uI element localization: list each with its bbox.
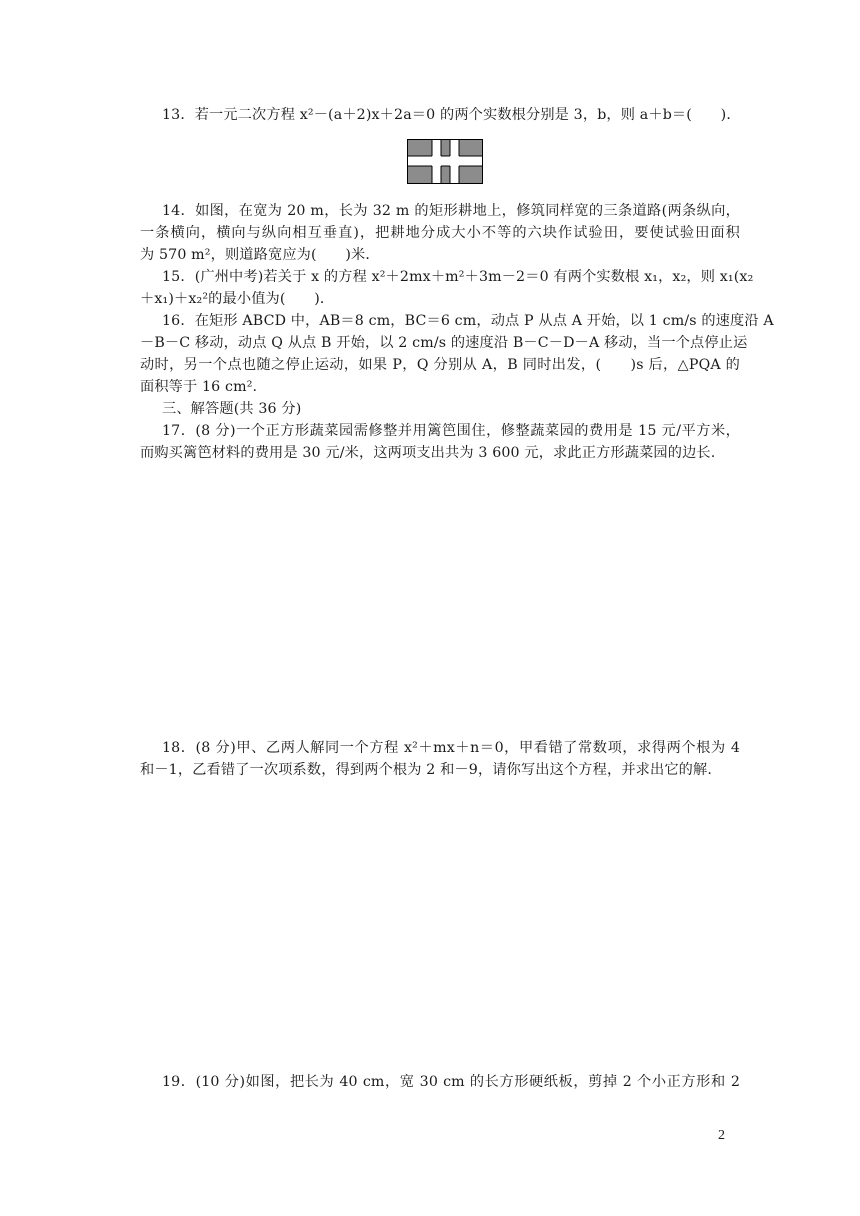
question-18-line-2: 和－1，乙看错了一次项系数，得到两个根为 2 和－9，请你写出这个方程，并求出它的解. <box>140 762 712 778</box>
vertical-road-right <box>450 140 459 183</box>
question-16-line-3: 动时，另一个点也随之停止运动，如果 P，Q 分别从 A，B 同时出发，( )s 后，△PQA 的 <box>140 357 740 373</box>
question-19-line-1: 19．(10 分)如图，把长为 40 cm，宽 30 cm 的长方形硬纸板，剪掉 2 个小正方形和 2 <box>162 1074 740 1090</box>
question-15-line-2: ＋x₁)＋x₂²的最小值为( )． <box>140 291 335 307</box>
question-16-line-4: 面积等于 16 cm². <box>140 379 258 395</box>
question-14-line-3: 为 570 m²，则道路宽应为( )米． <box>140 247 380 263</box>
question-17-line-1: 17．(8 分)一个正方形蔬菜园需修整并用篱笆围住，修整蔬菜园的费用是 15 元/平方米， <box>162 423 740 439</box>
question-16-line-1: 16．在矩形 ABCD 中，AB＝8 cm，BC＝6 cm，动点 P 从点 A 开始，以 1 cm/s 的速度沿 A <box>162 313 774 329</box>
page-number: 2 <box>718 1128 725 1143</box>
question-14-line-1: 14．如图，在宽为 20 m，长为 32 m 的矩形耕地上，修筑同样宽的三条道路(两条纵向， <box>162 203 740 219</box>
question-15-line-1: 15．(广州中考)若关于 x 的方程 x²＋2mx＋m²＋3m－2＝0 有两个实数根 x₁，x₂，则 x₁(x₂ <box>162 269 754 285</box>
question-14-line-2: 一条横向，横向与纵向相互垂直)，把耕地分成大小不等的六块作试验田，要使试验田面积 <box>140 225 740 241</box>
horizontal-road <box>408 156 482 166</box>
section-heading: 三、解答题(共 36 分) <box>162 401 302 417</box>
question-16-line-2: －B－C 移动，动点 Q 从点 B 开始，以 2 cm/s 的速度沿 B－C－D－A 移动，当一个点停止运 <box>140 335 748 351</box>
question-18-line-1: 18．(8 分)甲、乙两人解同一个方程 x²＋mx＋n＝0，甲看错了常数项，求得两个根为 4 <box>162 740 740 756</box>
field-roads-figure <box>407 139 483 184</box>
question-17-line-2: 而购买篱笆材料的费用是 30 元/米，这两项支出共为 3 600 元，求此正方形蔬菜园的边长. <box>140 445 716 461</box>
question-13-line-1: 13．若一元二次方程 x²－(a＋2)x＋2a＝0 的两个实数根分别是 3，b，则 a＋b＝( )． <box>162 107 741 123</box>
vertical-road-left <box>432 140 441 183</box>
